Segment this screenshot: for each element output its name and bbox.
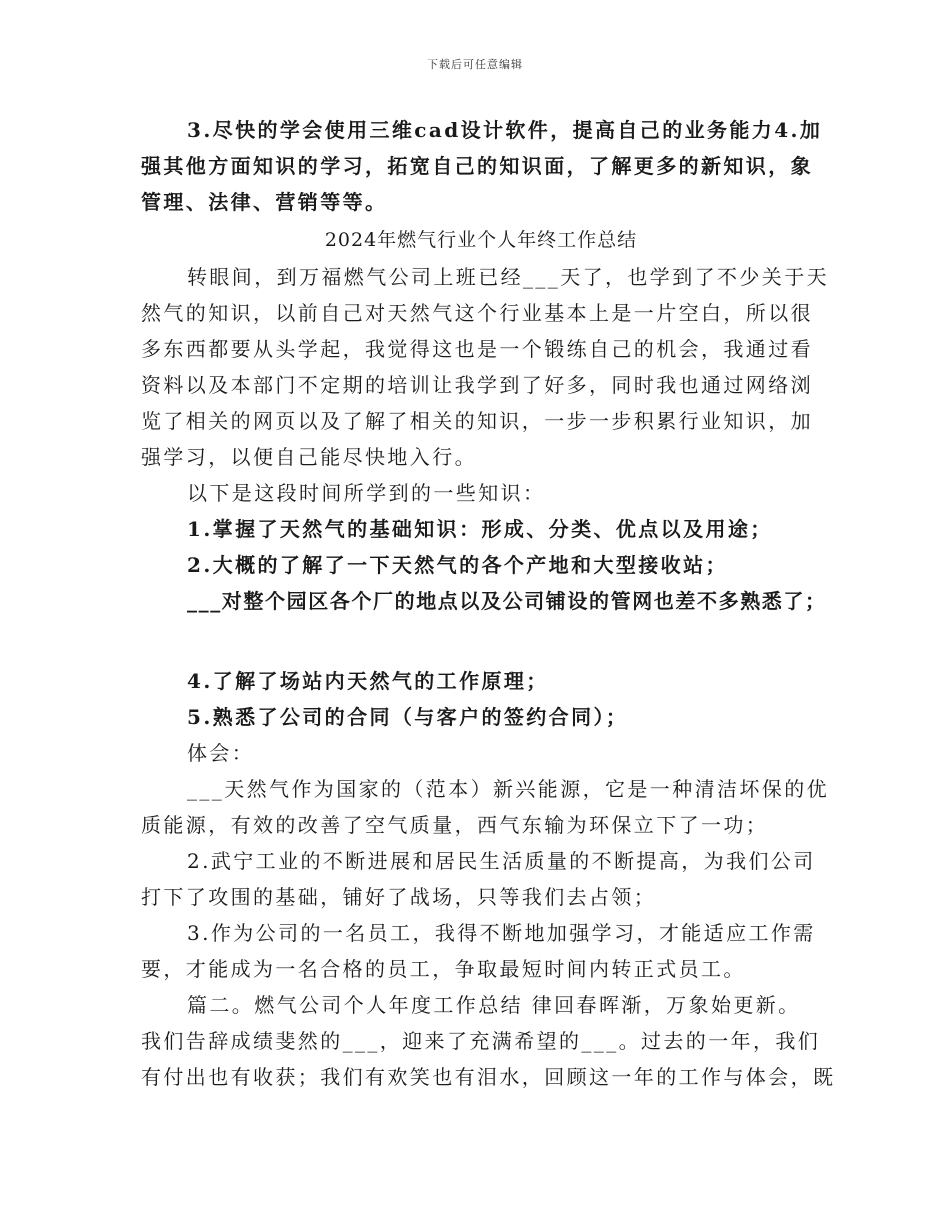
experience-line-4: 打下了攻围的基础，铺好了战场，只等我们去占领； [141, 885, 657, 909]
para1-line-2: 然气的知识，以前自己对天然气这个行业基本上是一片空白，所以很 [141, 301, 813, 325]
document-body [141, 112, 836, 1095]
experience-line-1: ___天然气作为国家的（范本）新兴能源，它是一种清洁坏保的优 [187, 777, 829, 801]
intro-line-1: 3.尽快的学会使用三维cad设计软件，提高自己的业务能力4.加 [187, 118, 823, 142]
experience-line-6: 要，才能成为一名合格的员工，争取最短时间内转正式员工。 [141, 957, 746, 981]
para1-line-3: 多东西都要从头学起，我觉得这也是一个锻练自己的机会，我通过看 [141, 337, 813, 361]
experience-line-5: 3.作为公司的一名员工，我得不断地加强学习，才能适应工作需 [187, 921, 816, 945]
experience-label: 体会： [187, 741, 255, 765]
knowledge-item-4: 4.了解了场站内天然气的工作原理； [187, 669, 549, 693]
chapter2-line-1: 篇二。燃气公司个人年度工作总结 律回春晖渐，万象始更新。 [187, 993, 801, 1017]
para1-line-6: 强学习，以便自己能尽快地入行。 [141, 445, 477, 469]
knowledge-item-3: ___对整个园区各个厂的地点以及公司铺设的管网也差不多熟悉了； [187, 589, 827, 613]
knowledge-item-2: 2.大概的了解了一下天然气的各个产地和大型接收站； [187, 553, 728, 577]
knowledge-item-5: 5.熟悉了公司的合同（与客户的签约合同）； [187, 705, 629, 729]
experience-line-2: 质能源，有效的改善了空气质量，西气东输为环保立下了一功； [141, 813, 769, 837]
chapter2-line-3: 有付出也有收获；我们有欢笑也有泪水，回顾这一年的工作与体会，既 [141, 1065, 836, 1089]
knowledge-item-1: 1.掌握了天然气的基础知识：形成、分类、优点以及用途； [187, 517, 773, 541]
experience-line-3: 2.武宁工业的不断进展和居民生活质量的不断提高，为我们公司 [187, 849, 816, 873]
header-note: 下载后可任意编辑 [427, 58, 523, 71]
intro-line-2: 强其他方面知识的学习，拓宽自己的知识面，了解更多的新知识，象 [141, 154, 813, 178]
para1-line-4: 资料以及本部门不定期的培训让我学到了好多，同时我也通过网络浏 [141, 373, 813, 397]
para1-line-5: 览了相关的网页以及了解了相关的知识，一步一步积累行业知识，加 [141, 409, 813, 433]
knowledge-intro: 以下是这段时间所学到的一些知识： [187, 481, 546, 505]
para1-line-1: 转眼间，到万福燃气公司上班已经___天了，也学到了不少关于天 [187, 265, 829, 289]
document-title: 2024年燃气行业个人年终工作总结 [324, 229, 638, 251]
intro-line-3: 管理、法律、营销等等。 [141, 190, 388, 214]
blank-gap [141, 619, 821, 663]
chapter2-line-2: 我们告辞成绩斐然的___，迎来了充满希望的___。过去的一年，我们 [141, 1029, 821, 1053]
